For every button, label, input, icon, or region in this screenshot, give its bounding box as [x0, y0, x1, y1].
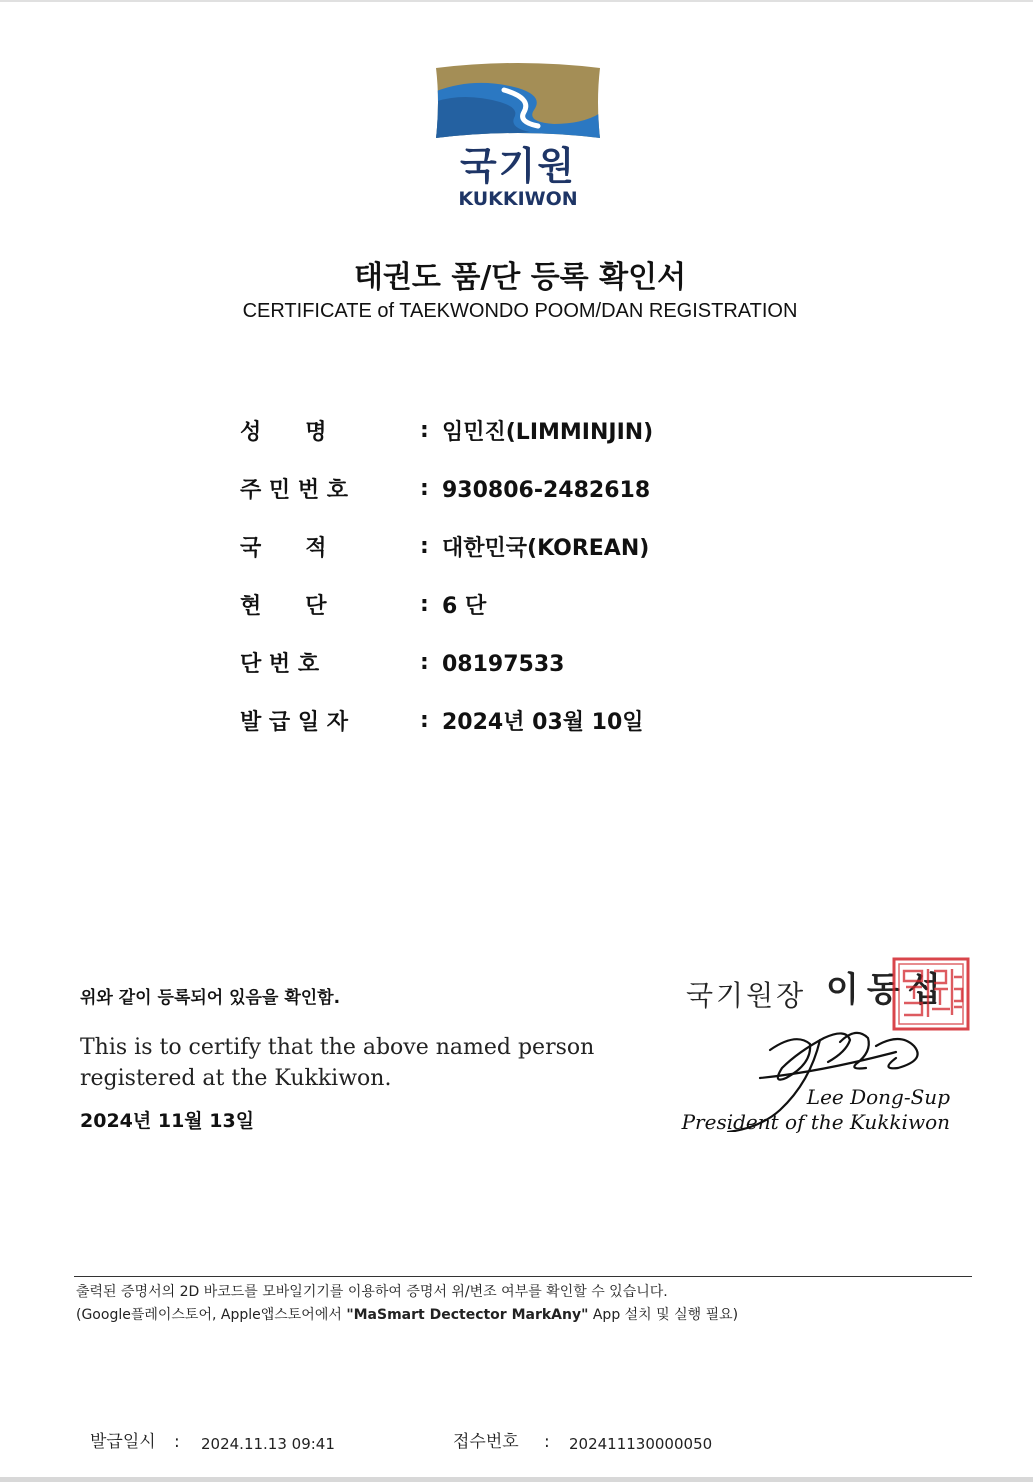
president-title-ko: 국기원장 — [686, 979, 807, 1012]
info-label: 발 급 일 자 — [240, 710, 348, 735]
info-row-dan-number — [240, 646, 840, 704]
receipt-number-label: 접수번호 — [453, 1432, 519, 1452]
certify-date: 2024년 11월 13일 — [80, 1110, 255, 1132]
info-label: 단 번 호 — [240, 652, 320, 677]
notice-divider — [74, 1276, 972, 1277]
president-name-en: Lee Dong-Sup — [806, 1085, 950, 1109]
logo-name-en: KUKKIWON — [458, 188, 578, 210]
issue-datetime-colon: : — [174, 1432, 180, 1452]
info-colon: : — [420, 650, 429, 675]
certify-line-1: This is to certify that the above named person — [80, 1035, 595, 1060]
certify-statement-en — [80, 1032, 620, 1094]
page-bottom-bar — [0, 1477, 1033, 1482]
president-name-ko: 이동섭 — [826, 970, 949, 1010]
info-row-name — [240, 414, 840, 472]
info-colon: : — [420, 708, 429, 733]
info-colon: : — [420, 476, 429, 501]
info-label: 국 적 — [240, 536, 327, 561]
info-label: 주 민 번 호 — [240, 478, 348, 503]
issue-datetime-value: 2024.11.13 09:41 — [201, 1435, 335, 1453]
logo-name-ko: 국기원 — [459, 144, 577, 188]
info-label: 성 명 — [240, 420, 327, 445]
notice-suffix: App 설치 및 실행 필요) — [588, 1307, 739, 1323]
info-value: 08197533 — [442, 652, 565, 677]
issue-datetime-label: 발급일시 — [90, 1432, 156, 1452]
info-row-resident-number — [240, 472, 840, 530]
info-colon: : — [420, 418, 429, 443]
info-value: 930806-2482618 — [442, 478, 651, 503]
notice-prefix: (Google플레이스토어, Apple앱스토어에서 — [76, 1307, 347, 1323]
kukkiwon-logo — [434, 62, 602, 212]
info-value: 임민진(LIMMINJIN) — [442, 420, 654, 445]
info-row-nationality — [240, 530, 840, 588]
registration-info — [240, 414, 840, 762]
info-value: 6 단 — [442, 594, 487, 619]
info-colon: : — [420, 534, 429, 559]
certificate-title-ko: 태권도 품/단 등록 확인서 — [353, 260, 687, 295]
receipt-number-colon: : — [544, 1432, 550, 1452]
info-value: 2024년 03월 10일 — [442, 710, 644, 735]
certificate-title-en: CERTIFICATE of TAEKWONDO POOM/DAN REGISTRATION — [242, 300, 798, 322]
president-role-en: President of the Kukkiwon — [681, 1110, 950, 1134]
info-value: 대한민국(KOREAN) — [442, 536, 650, 561]
certify-line-2: registered at the Kukkiwon. — [80, 1066, 392, 1091]
notice-app-name: "MaSmart Dectector MarkAny" — [346, 1307, 589, 1323]
verification-notice-line-2 — [76, 1305, 738, 1325]
receipt-number-value: 202411130000050 — [569, 1435, 713, 1453]
info-colon: : — [420, 592, 429, 617]
verification-notice-line-1: 출력된 증명서의 2D 바코드를 모바일기기를 이용하여 증명서 위/변조 여부를 확인할 수 있습니다. — [76, 1284, 668, 1300]
info-label: 현 단 — [240, 594, 327, 619]
certify-statement-ko: 위와 같이 등록되어 있음을 확인함. — [80, 988, 341, 1008]
info-row-issue-date — [240, 704, 840, 762]
kukkiwon-emblem-icon — [434, 62, 602, 142]
info-row-current-dan — [240, 588, 840, 646]
